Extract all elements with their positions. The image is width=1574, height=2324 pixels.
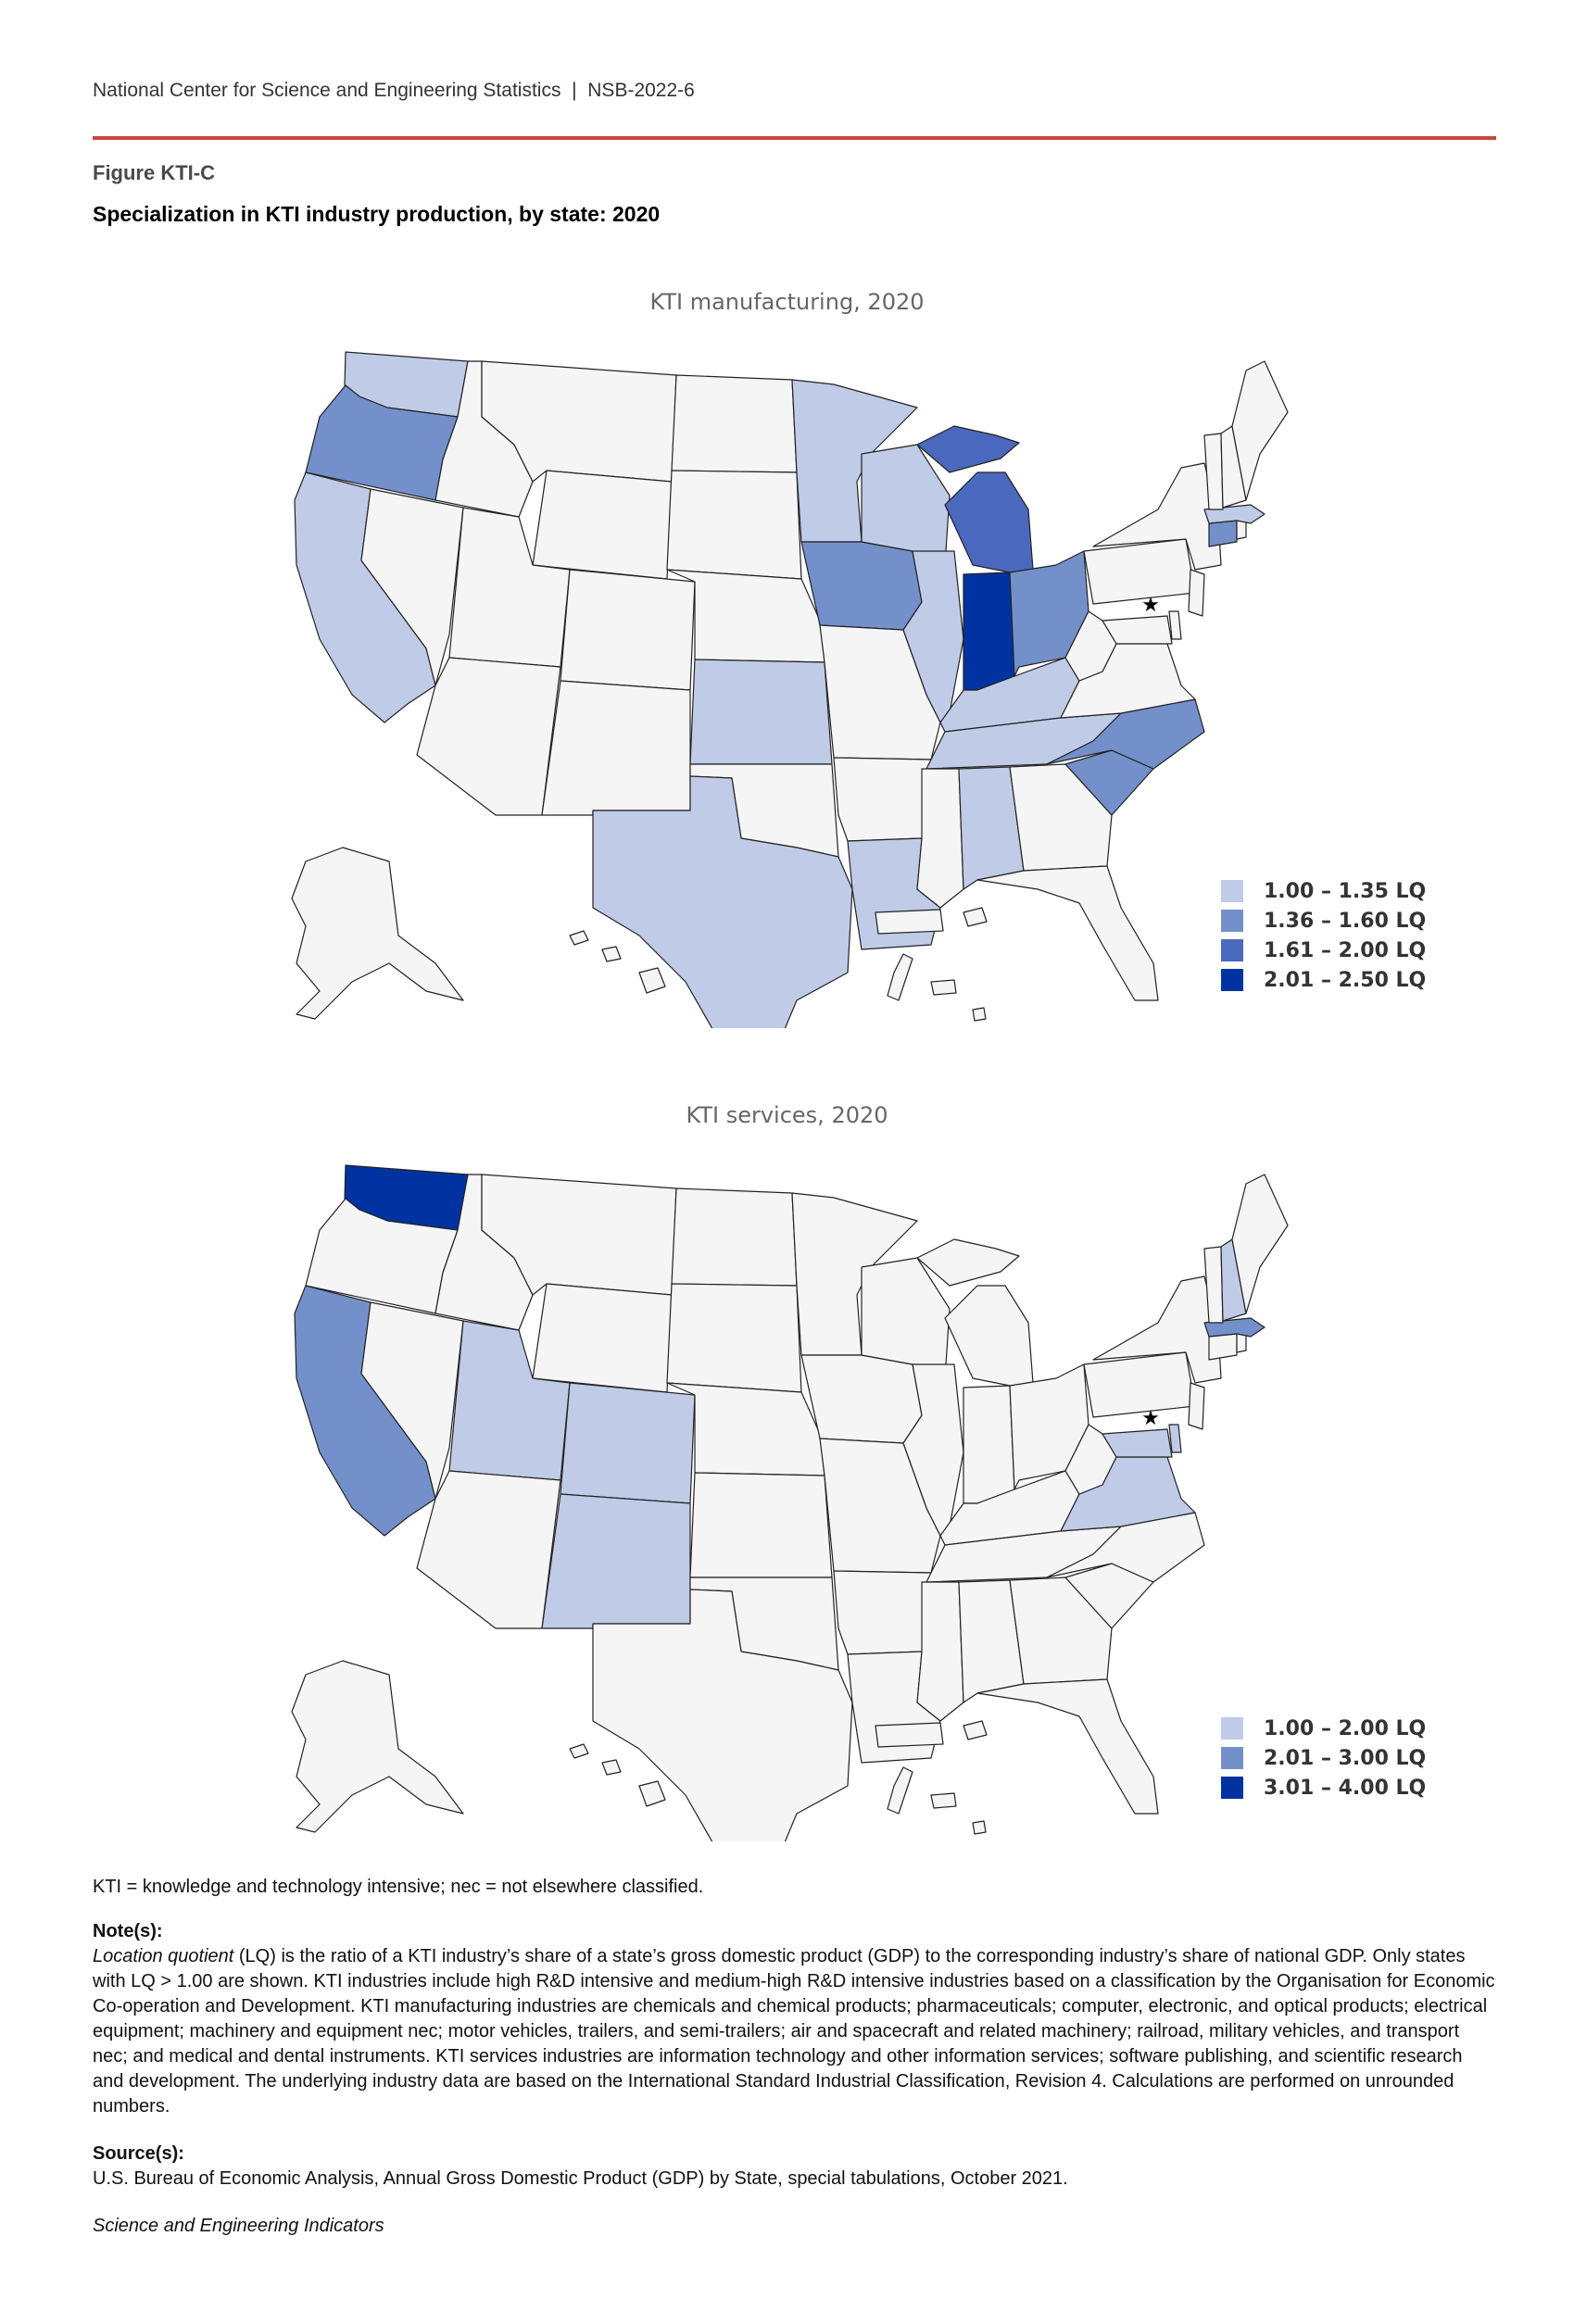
state-nj [1189,1383,1204,1429]
state-de [1169,1425,1181,1452]
state-ri [1237,521,1246,539]
legend-item [1221,936,1426,965]
page-header [93,80,695,102]
state-ar [834,758,931,841]
state-wy [533,471,672,579]
legend-label: 2.01 – 3.00 LQ [1264,1746,1427,1770]
state-de [1169,611,1181,639]
source-heading: Source(s): [93,2143,184,2164]
legend-swatch [1221,1717,1243,1740]
legend-swatch [1221,969,1243,991]
state-hi1 [570,931,588,945]
state-ct [1209,521,1237,546]
state-gu1 [888,954,913,1000]
state-mi [945,472,1033,572]
legend-swatch [1221,910,1243,932]
legend-label: 2.01 – 2.50 LQ [1264,968,1427,992]
dc-star-icon: ★ [1141,1407,1160,1430]
map-manufacturing-title: KTI manufacturing, 2020 [649,289,925,315]
state-ak [292,848,463,1019]
state-ia [801,1355,922,1443]
state-sd [667,1284,801,1392]
state-ks [690,1473,832,1577]
state-ms [917,1582,963,1721]
source-section [93,2142,1496,2192]
state-nm [542,681,690,815]
state-ct [1209,1334,1237,1360]
state-ar [834,1571,931,1654]
map-services-title: KTI services, 2020 [686,1102,888,1128]
notes-heading: Note(s): [93,1921,163,1941]
legend-manufacturing [1221,876,1426,995]
legend-item [1221,906,1426,936]
state-mp2 [973,1821,986,1834]
state-mi [917,1239,1019,1286]
header-separator: | [572,80,577,101]
state-hi3 [639,968,665,993]
state-vi1 [963,1721,987,1740]
abbreviations-text: KTI = knowledge and technology intensive; nec = not elsewhere classified. [93,1877,704,1897]
state-ak [292,1661,463,1832]
state-nm [542,1494,690,1628]
abbreviations-note [93,1875,1496,1900]
state-nd [672,1188,797,1286]
state-mp1 [931,1793,956,1808]
state-pr [875,910,943,934]
state-fl [977,866,1158,1000]
state-hi3 [639,1781,665,1806]
state-ia [801,542,922,630]
state-ri [1237,1334,1246,1352]
legend-label: 3.01 – 4.00 LQ [1264,1776,1427,1800]
legend-item [1221,1714,1426,1743]
state-az [417,658,560,815]
figure-title: Specialization in KTI industry production, by state: 2020 [93,202,661,226]
legend-item [1221,965,1426,995]
state-sd [667,471,801,579]
state-nj [1189,570,1204,616]
legend-swatch [1221,1777,1243,1799]
legend-swatch [1221,1747,1243,1769]
state-nd [672,375,797,472]
state-mi [917,426,1019,472]
state-hi2 [602,947,621,961]
state-pr [875,1723,943,1747]
legend-services [1221,1714,1426,1803]
state-pa [1084,1352,1195,1417]
notes-section [93,1919,1496,2119]
notes-body: (LQ) is the ratio of a KTI industry’s share of a state’s gross domestic product (GDP) to the corresponding industry’s share of national GDP. Only states with LQ > 1.00 are shown. KTI industries include high R&D intensive and medium-high R&D intensive industries based on a classification by the Organisation for Economic Co-operation and Development. KTI manufacturing industries are chemicals and chemical products; pharmaceuticals; computer, electronic, and optical products; electrical equipment; machinery and equipment nec; motor vehicles, trailers, and semi-trailers; air and spacecraft and related machinery; railroad, military vehicles, and transport nec; and medical and dental instruments. KTI services industries are information technology and other information services; software publishing, and scientific research and development. The underlying industry data are based on the International Standard Industrial Classification, Revision 4. Calculations are performed on unrounded numbers. [93,1946,1495,2117]
state-in [963,572,1014,690]
publisher-name: National Center for Science and Engineering Statistics [93,80,561,101]
state-co [560,1383,695,1503]
state-vi1 [963,908,987,926]
state-hi2 [602,1760,621,1775]
figure-label: Figure KTI-C [93,161,215,184]
series-note [93,2214,1496,2239]
legend-item [1221,876,1426,906]
legend-label: 1.61 – 2.00 LQ [1264,938,1427,962]
state-wy [533,1284,672,1392]
legend-swatch [1221,880,1243,902]
header-rule [93,136,1496,140]
state-co [560,570,695,690]
state-pa [1084,539,1195,604]
state-ks [690,660,832,764]
state-mp1 [931,980,956,995]
state-ms [917,769,963,908]
notes-lead-term: Location quotient [93,1946,234,1966]
dc-star-icon: ★ [1141,594,1160,617]
state-in [963,1386,1014,1503]
legend-item [1221,1773,1426,1803]
notes-paragraph [93,1944,1496,2119]
legend-label: 1.00 – 2.00 LQ [1264,1716,1427,1740]
source-text: U.S. Bureau of Economic Analysis, Annual Gross Domestic Product (GDP) by State, special tabulations, October 2021. [93,2168,1068,2189]
state-fl [977,1679,1158,1814]
state-az [417,1471,560,1628]
state-mp2 [973,1008,986,1021]
state-mi [945,1286,1033,1386]
series-name: Science and Engineering Indicators [93,2216,384,2236]
legend-swatch [1221,939,1243,961]
legend-item [1221,1743,1426,1773]
report-id: NSB-2022-6 [587,80,695,101]
legend-label: 1.36 – 1.60 LQ [1264,909,1427,933]
state-gu1 [888,1767,913,1814]
state-hi1 [570,1744,588,1758]
legend-label: 1.00 – 1.35 LQ [1264,879,1427,903]
